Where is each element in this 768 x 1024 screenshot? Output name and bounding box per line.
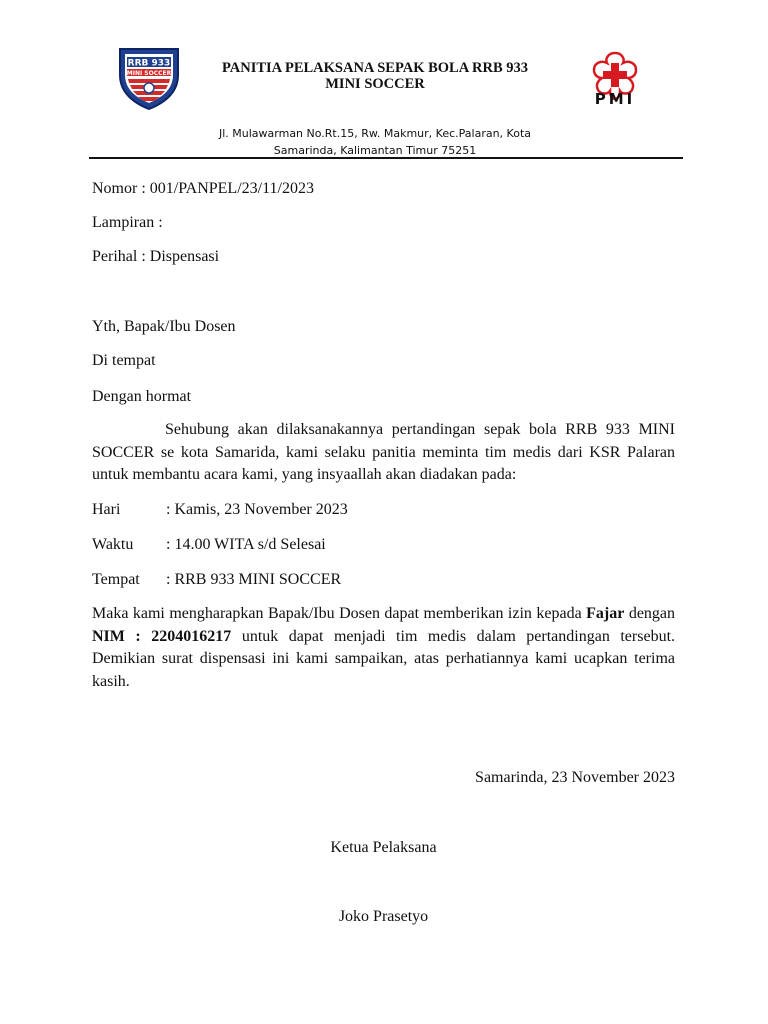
attachment-line: Lampiran : — [92, 214, 163, 231]
schedule-time-label: Waktu — [92, 536, 134, 553]
letterhead-title-line2: MINI SOCCER — [325, 76, 425, 92]
schedule-place-value: : RRB 933 MINI SOCCER — [166, 571, 342, 588]
letterhead-divider — [89, 157, 683, 159]
pmi-logo-text: PMI — [594, 90, 636, 108]
place-date: Samarinda, 23 November 2023 — [475, 769, 675, 786]
svg-text:RRB 933: RRB 933 — [127, 58, 171, 69]
salutation: Dengan hormat — [92, 388, 192, 405]
letterhead-address — [190, 125, 560, 159]
body-text-3: untuk dapat menjadi tim medis dalam pertandingan tersebut. Demikian surat dispensasi ini kami sampaikan, atas perhatiannya kami ucapkan terima kasih. — [92, 627, 676, 690]
schedule-place — [92, 569, 341, 591]
signatory-title: Ketua Pelaksana — [330, 839, 437, 856]
schedule-time — [92, 534, 326, 556]
pmi-logo — [585, 50, 645, 112]
svg-text:MINI SOCCER: MINI SOCCER — [126, 70, 172, 77]
student-nim: NIM : 2204016217 — [92, 627, 232, 645]
body-text-2: dengan — [628, 605, 676, 622]
rrb-933-logo — [114, 45, 184, 111]
schedule-time-value: : 14.00 WITA s/d Selesai — [166, 536, 326, 553]
body-text-1: Maka kami mengharapkan Bapak/Ibu Dosen dapat memberikan izin kepada — [92, 605, 582, 622]
address-line1: Jl. Mulawarman No.Rt.15, Rw. Makmur, Kec.Palaran, Kota — [218, 127, 531, 140]
recipient-line: Yth, Bapak/Ibu Dosen — [92, 318, 236, 335]
schedule-day-label: Hari — [92, 501, 121, 518]
body-paragraph — [92, 603, 675, 693]
letterhead-title-line1: PANITIA PELAKSANA SEPAK BOLA RRB 933 — [221, 60, 529, 76]
student-name: Fajar — [586, 605, 625, 622]
signatory-name: Joko Prasetyo — [338, 908, 429, 925]
letter-number: Nomor : 001/PANPEL/23/11/2023 — [92, 180, 314, 197]
intro-paragraph: Sehubung akan dilaksanakannya pertandingan sepak bola RRB 933 MINI SOCCER se kota Samarida, kami selaku panitia meminta tim medis dari KSR Palaran untuk membantu acara kami, yang insyaallah akan diadakan pada: — [92, 421, 675, 483]
schedule-day-value: : Kamis, 23 November 2023 — [166, 501, 348, 518]
subject-line: Perihal : Dispensasi — [92, 248, 220, 265]
recipient-place: Di tempat — [92, 352, 156, 369]
letterhead-title — [190, 60, 560, 92]
address-line2: Samarinda, Kalimantan Timur 75251 — [273, 144, 477, 157]
schedule-place-label: Tempat — [92, 571, 140, 588]
schedule-day — [92, 499, 348, 521]
